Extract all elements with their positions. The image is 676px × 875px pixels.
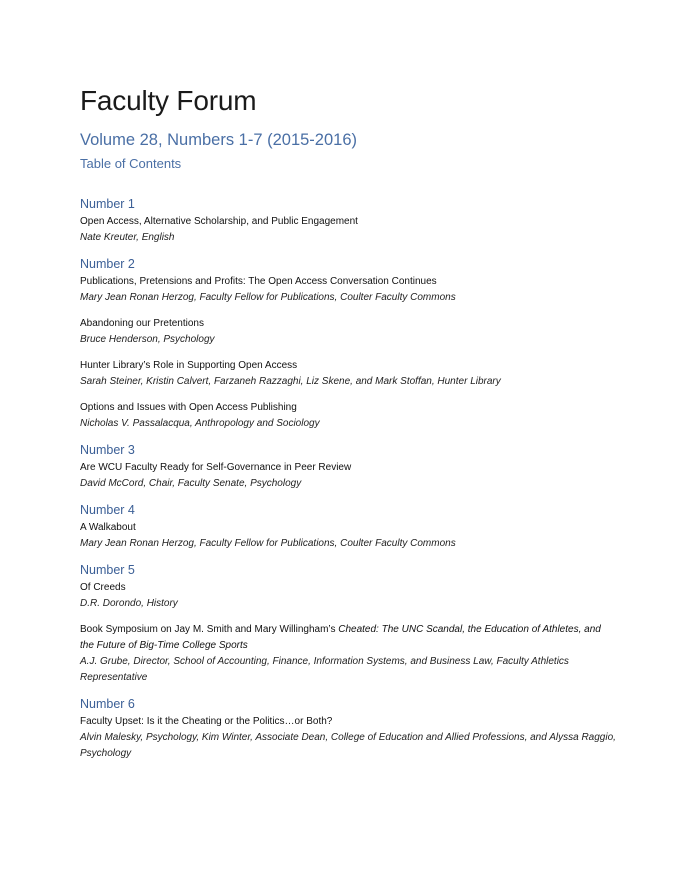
toc-entry <box>80 460 616 492</box>
section-number-1 <box>80 196 616 246</box>
section-heading: Number 2 <box>80 257 135 271</box>
section-heading: Number 6 <box>80 697 135 711</box>
article-title: Abandoning our Pretentions <box>80 318 204 329</box>
section-number-6 <box>80 696 616 762</box>
article-title: Hunter Library’s Role in Supporting Open Access <box>80 360 298 371</box>
document-title: Faculty Forum <box>80 85 257 116</box>
article-title: Are WCU Faculty Ready for Self-Governance in Peer Review <box>80 462 352 473</box>
article-author: Nicholas V. Passalacqua, Anthropology and Sociology <box>80 418 320 429</box>
toc-entry <box>80 520 616 552</box>
article-author: David McCord, Chair, Faculty Senate, Psychology <box>80 478 302 489</box>
article-author: Sarah Steiner, Kristin Calvert, Farzaneh Razzaghi, Liz Skene, and Mark Stoffan, Hunter Library <box>80 376 501 387</box>
table-of-contents <box>80 196 616 762</box>
article-title: Faculty Upset: Is it the Cheating or the Politics…or Both? <box>80 716 333 727</box>
toc-entry <box>80 214 616 246</box>
document-subtitle: Volume 28, Numbers 1-7 (2015-2016) <box>80 131 357 149</box>
toc-entry <box>80 358 616 390</box>
article-title: Of Creeds <box>80 582 126 593</box>
toc-entry <box>80 316 616 348</box>
section-heading: Number 3 <box>80 443 135 457</box>
section-number-3 <box>80 442 616 492</box>
article-author: Nate Kreuter, English <box>80 232 175 243</box>
article-author: D.R. Dorondo, History <box>80 598 178 609</box>
article-author: Mary Jean Ronan Herzog, Faculty Fellow for Publications, Coulter Faculty Commons <box>80 538 456 549</box>
toc-entry <box>80 580 616 612</box>
toc-entry <box>80 622 616 686</box>
article-author: Bruce Henderson, Psychology <box>80 334 215 345</box>
article-title: Options and Issues with Open Access Publishing <box>80 402 297 413</box>
article-title-prefix: Book Symposium on Jay M. Smith and Mary Willingham’s <box>80 624 339 635</box>
toc-entry <box>80 274 616 306</box>
article-author: Mary Jean Ronan Herzog, Faculty Fellow for Publications, Coulter Faculty Commons <box>80 292 456 303</box>
article-title: Publications, Pretensions and Profits: The Open Access Conversation Continues <box>80 276 437 287</box>
article-title <box>80 622 616 654</box>
toc-entry <box>80 714 616 762</box>
section-number-5 <box>80 562 616 686</box>
section-heading: Number 4 <box>80 503 135 517</box>
table-of-contents-heading: Table of Contents <box>80 156 182 171</box>
article-author: A.J. Grube, Director, School of Accounting, Finance, Information Systems, and Business Law, Faculty Athletics Representative <box>80 656 569 683</box>
section-heading: Number 1 <box>80 197 135 211</box>
section-number-2 <box>80 256 616 432</box>
article-title: A Walkabout <box>80 522 136 533</box>
toc-entry <box>80 400 616 432</box>
article-author: Alvin Malesky, Psychology, Kim Winter, Associate Dean, College of Education and Allied Professions, and Alyssa Raggio, Psychology <box>80 732 616 759</box>
article-title: Open Access, Alternative Scholarship, and Public Engagement <box>80 216 358 227</box>
section-heading: Number 5 <box>80 563 135 577</box>
section-number-4 <box>80 502 616 552</box>
book-title: Cheated: The UNC Scandal, the Education of Athletes, and the Future of Big-Time College Sports <box>80 624 601 651</box>
